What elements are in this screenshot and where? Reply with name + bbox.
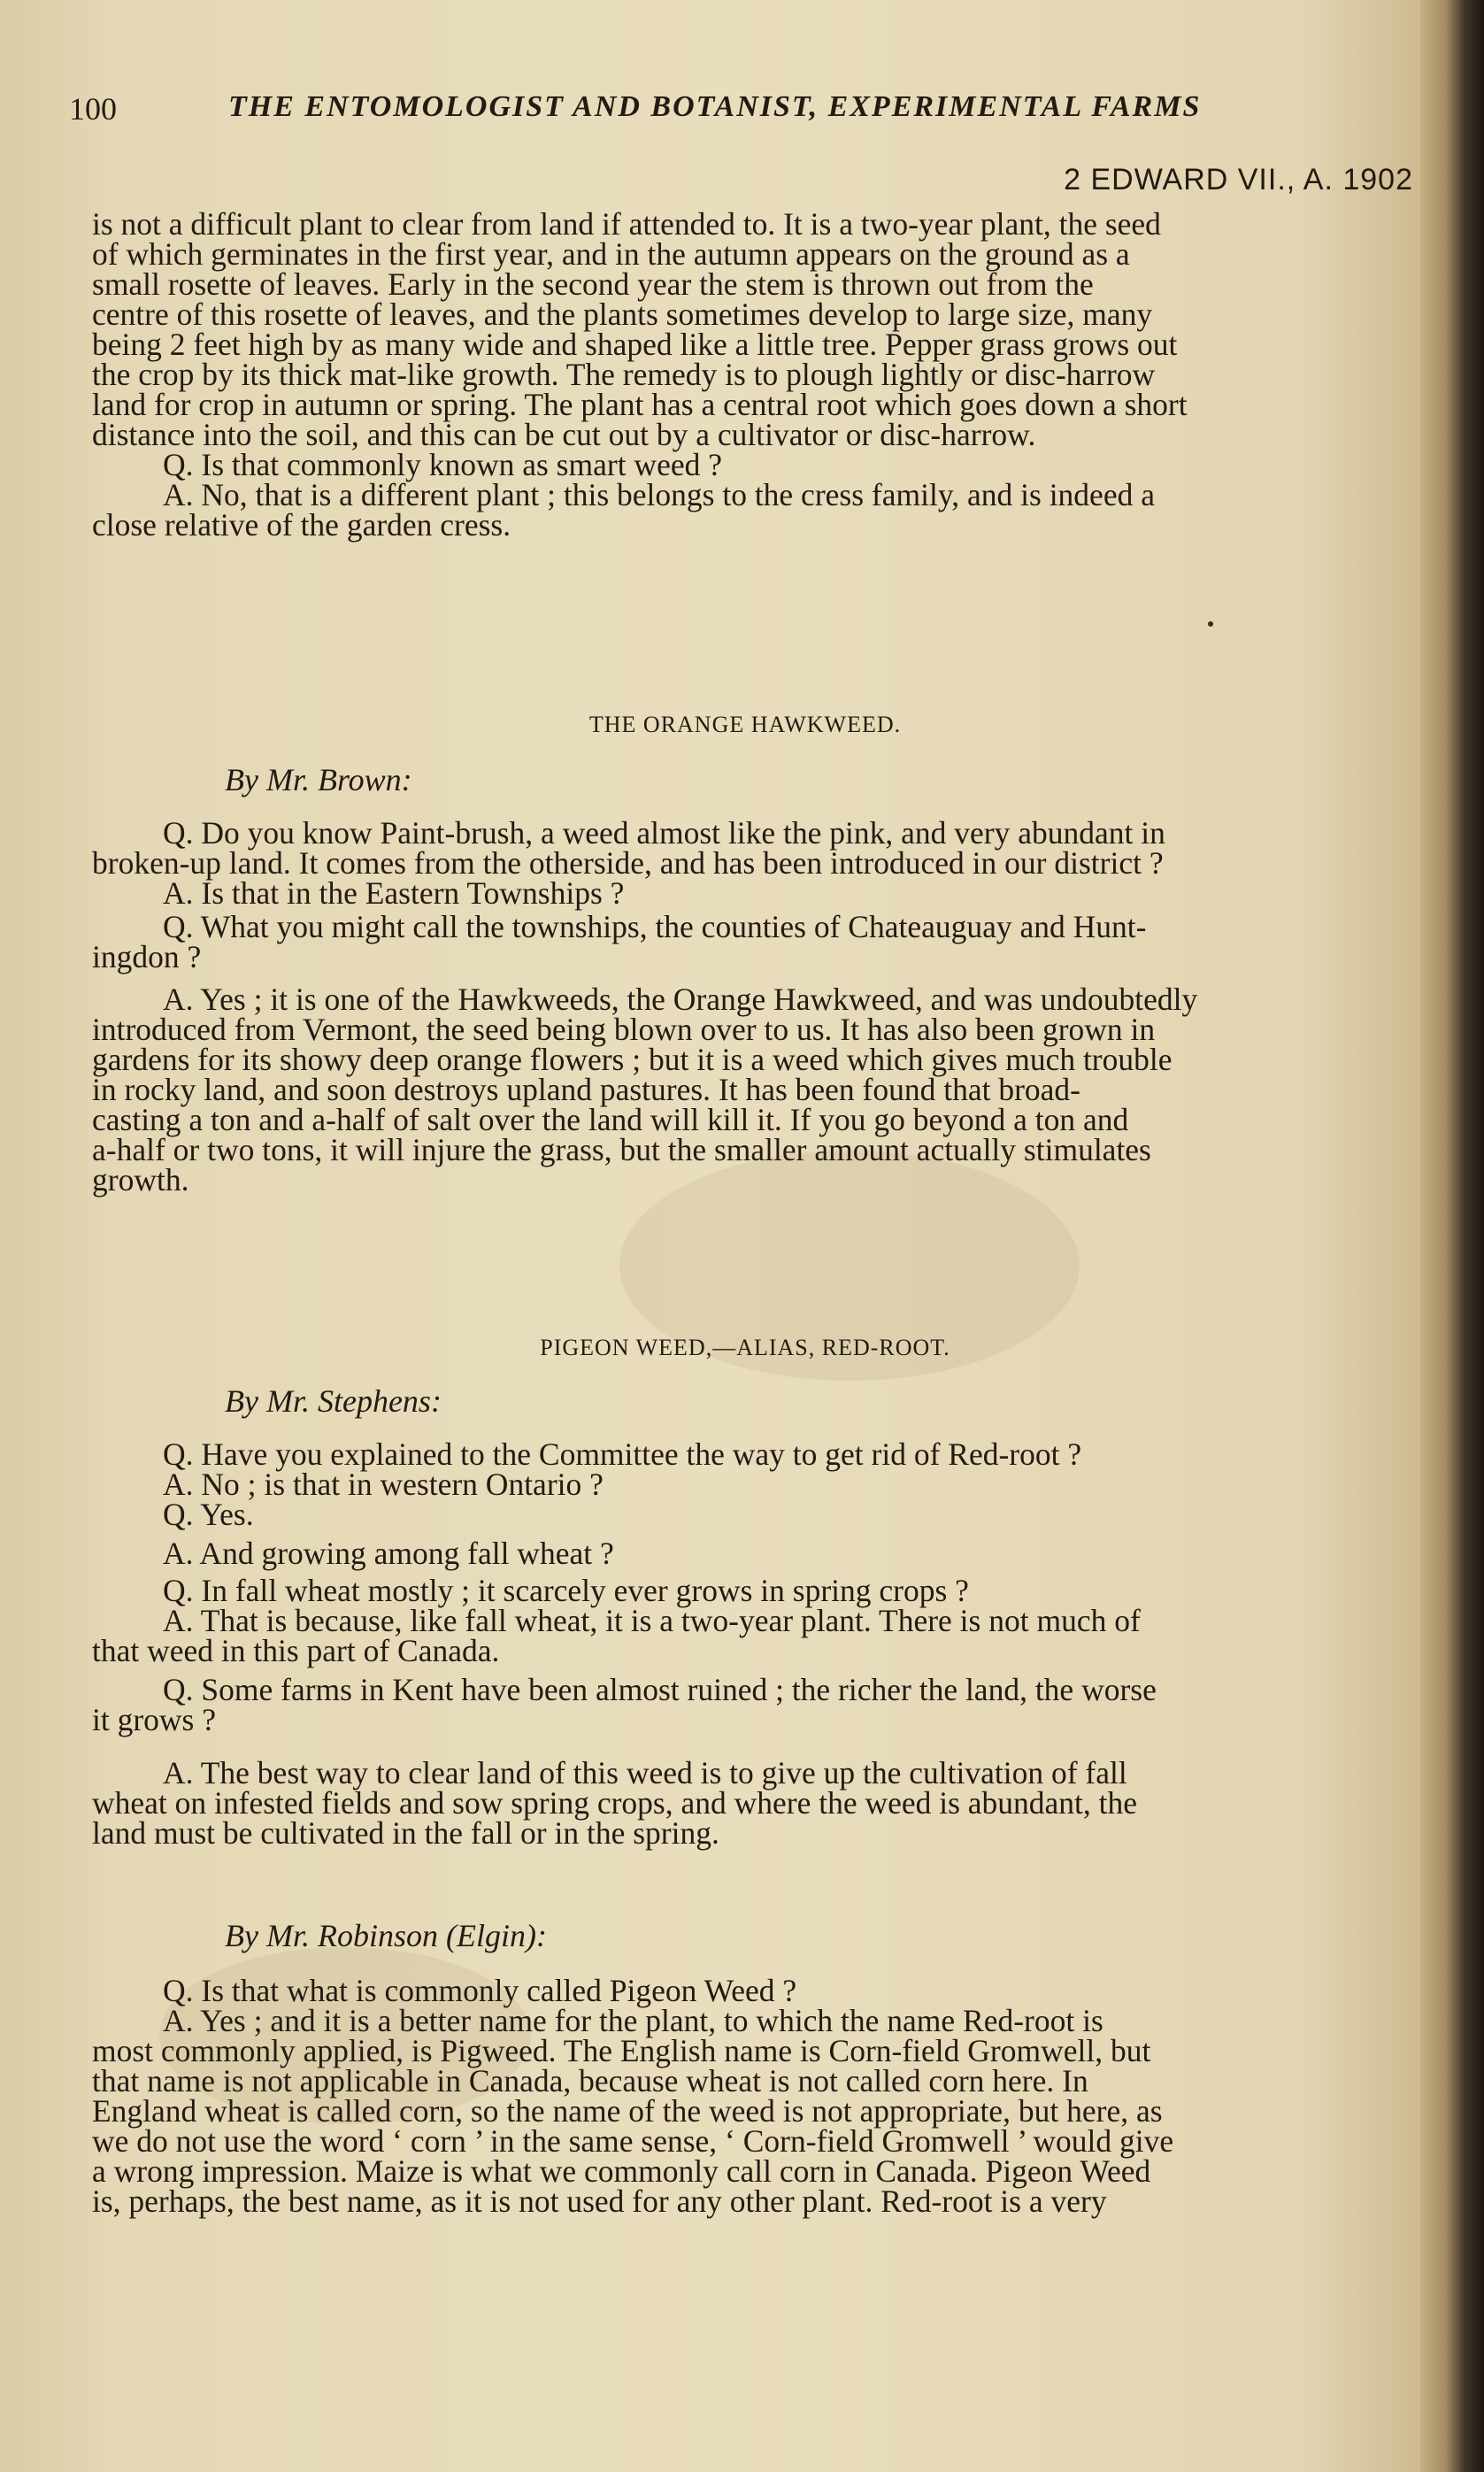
answer-line: A. That is because, like fall wheat, it is a two-year plant. There is not much of — [163, 1603, 1141, 1638]
answer-continuation: gardens for its showy deep orange flowers ; but it is a weed which gives much trouble — [92, 1042, 1173, 1077]
answer-continuation: most commonly applied, is Pigweed. The English name is Corn-field Gromwell, but — [92, 2033, 1151, 2068]
page-number: 100 — [69, 91, 117, 127]
pigweed-text — [92, 1973, 1398, 2219]
answer-line: A. No, that is a different plant ; this belongs to the cress family, and is indeed a — [163, 477, 1155, 512]
question-line: Q. Yes. — [163, 1497, 254, 1532]
answer-line: A. No ; is that in western Ontario ? — [163, 1467, 604, 1502]
answer-continuation: close relative of the garden cress. — [92, 507, 511, 543]
question-continuation: broken-up land. It comes from the otherside, and has been introduced in our district ? — [92, 845, 1164, 881]
speaker-brown: By Mr. Brown: — [225, 762, 412, 797]
question-line: Q. Have you explained to the Committee the way to get rid of Red-root ? — [163, 1436, 1082, 1472]
answer-line: A. And growing among fall wheat ? — [163, 1536, 614, 1571]
answer-continuation: wheat on infested fields and sow spring crops, and where the weed is abundant, the — [92, 1785, 1138, 1821]
question-continuation: ingdon ? — [92, 939, 202, 974]
answer-continuation: is, perhaps, the best name, as it is not used for any other plant. Red-root is a very — [92, 2183, 1107, 2219]
text-line: being 2 feet high by as many wide and shaped like a little tree. Pepper grass grows out — [92, 327, 1178, 362]
question-continuation: it grows ? — [92, 1702, 217, 1737]
answer-continuation: a-half or two tons, it will injure the grass, but the smaller amount actually stimulates — [92, 1132, 1151, 1167]
speaker-stephens: By Mr. Stephens: — [225, 1383, 442, 1419]
answer-line: A. The best way to clear land of this weed is to give up the cultivation of fall — [163, 1755, 1127, 1790]
text-line: is not a difficult plant to clear from land if attended to. It is a two-year plant, the seed — [92, 206, 1161, 242]
answer-continuation: a wrong impression. Maize is what we commonly call corn in Canada. Pigeon Weed — [92, 2153, 1151, 2189]
question-line: Q. Is that what is commonly called Pigeon Weed ? — [163, 1973, 797, 2008]
answer-continuation: that weed in this part of Canada. — [92, 1633, 500, 1668]
answer-continuation: we do not use the word ‘ corn ’ in the same sense, ‘ Corn-field Gromwell ’ would give — [92, 2123, 1174, 2159]
answer-line: A. Yes ; and it is a better name for the plant, to which the name Red-root is — [163, 2003, 1103, 2038]
question-line: Q. In fall wheat mostly ; it scarcely ever grows in spring crops ? — [163, 1573, 969, 1608]
question-line: Q. Some farms in Kent have been almost ruined ; the richer the land, the worse — [163, 1672, 1157, 1707]
answer-continuation: that name is not applicable in Canada, because wheat is not called corn here. In — [92, 2063, 1088, 2099]
ink-speck — [1208, 621, 1213, 627]
answer-line: A. Yes ; it is one of the Hawkweeds, the Orange Hawkweed, and was undoubtedly — [163, 982, 1198, 1017]
section-heading-orange-hawkweed: THE ORANGE HAWKWEED. — [588, 712, 902, 737]
text-line: small rosette of leaves. Early in the second year the stem is thrown out from the — [92, 266, 1094, 302]
answer-continuation: casting a ton and a-half of salt over the land will kill it. If you go beyond a ton and — [92, 1102, 1129, 1137]
journal-title: THE ENTOMOLOGIST AND BOTANIST, EXPERIMENTAL FARMS — [228, 90, 1202, 123]
answer-continuation: growth. — [92, 1162, 189, 1197]
text-line: the crop by its thick mat-like growth. The remedy is to plough lightly or disc-harrow — [92, 357, 1156, 392]
question-line: Q. Do you know Paint-brush, a weed almost like the pink, and very abundant in — [163, 815, 1165, 851]
text-line: land for crop in autumn or spring. The plant has a central root which goes down a short — [92, 387, 1188, 422]
answer-continuation: introduced from Vermont, the seed being blown over to us. It has also been grown in — [92, 1012, 1156, 1047]
hawkweed-text — [92, 815, 1398, 1197]
edition-line: 2 EDWARD VII., A. 1902 — [1064, 163, 1413, 196]
question-line: Q. Is that commonly known as smart weed ? — [163, 447, 722, 482]
answer-continuation: England wheat is called corn, so the name of the weed is not appropriate, but here, as — [92, 2093, 1163, 2129]
text-line: centre of this rosette of leaves, and the plants sometimes develop to large size, many — [92, 296, 1153, 332]
intro-text — [92, 206, 1398, 543]
answer-continuation: in rocky land, and soon destroys upland pastures. It has been found that broad- — [92, 1072, 1081, 1107]
speaker-robinson: By Mr. Robinson (Elgin): — [225, 1918, 547, 1953]
text-line: of which germinates in the first year, and in the autumn appears on the ground as a — [92, 236, 1130, 272]
question-line: Q. What you might call the townships, the counties of Chateauguay and Hunt- — [163, 909, 1147, 944]
book-binding-edge — [1420, 0, 1484, 2472]
section-heading-pigeon-weed: PIGEON WEED,—ALIAS, RED-ROOT. — [540, 1335, 950, 1360]
answer-continuation: land must be cultivated in the fall or in the spring. — [92, 1815, 719, 1851]
pigeon-weed-text — [92, 1436, 1398, 1851]
answer-line: A. Is that in the Eastern Townships ? — [163, 875, 625, 911]
text-line: distance into the soil, and this can be cut out by a cultivator or disc-harrow. — [92, 417, 1036, 452]
running-head — [69, 81, 1246, 131]
